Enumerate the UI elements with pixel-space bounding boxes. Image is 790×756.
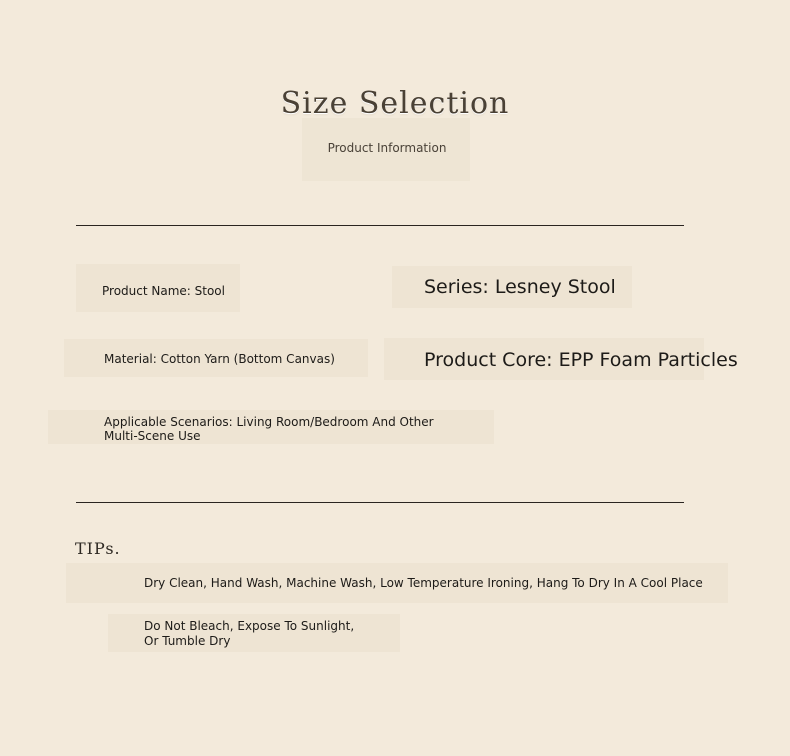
page-subtitle: Product Information [327, 141, 447, 155]
divider-top [76, 225, 684, 226]
product-core-text: Product Core: EPP Foam Particles [424, 349, 738, 371]
product-name-text: Product Name: Stool [102, 284, 225, 298]
tip-item-1: Dry Clean, Hand Wash, Machine Wash, Low Temperature Ironing, Hang To Dry In A Cool Place [144, 576, 703, 590]
material-text: Material: Cotton Yarn (Bottom Canvas) [104, 352, 335, 366]
series-text: Series: Lesney Stool [424, 276, 616, 298]
divider-bottom [76, 502, 684, 503]
tips-heading: TIPs. [75, 539, 121, 558]
scenarios-text: Applicable Scenarios: Living Room/Bedroom And Other Multi-Scene Use [104, 415, 434, 443]
tip-item-2: Do Not Bleach, Expose To Sunlight, Or Tumble Dry [144, 619, 355, 648]
page-title: Size Selection [280, 86, 510, 121]
